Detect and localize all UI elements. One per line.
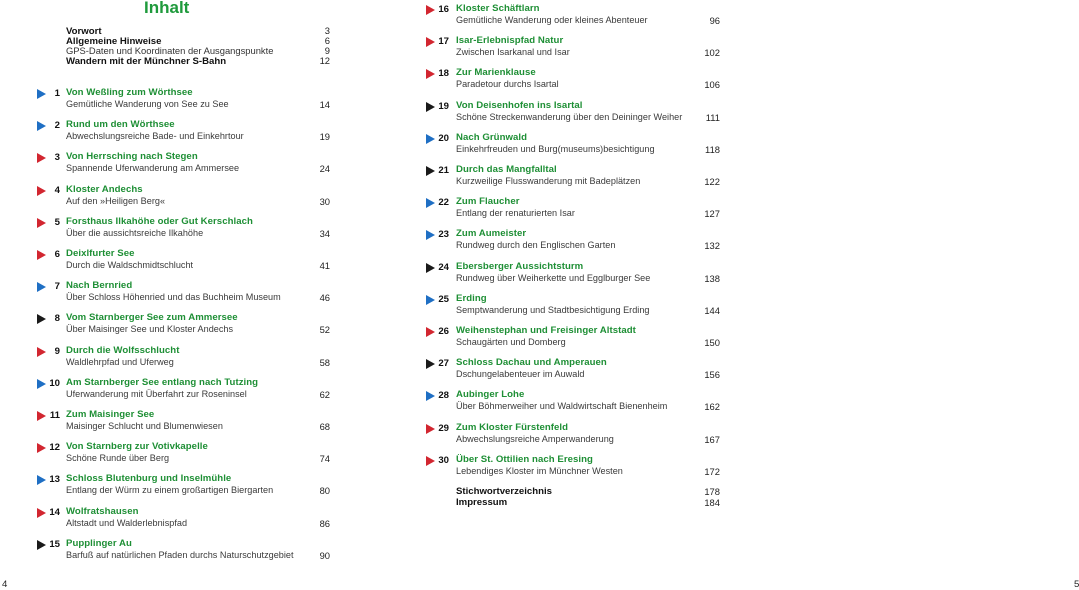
tour-page-number: 90 xyxy=(319,549,330,561)
tour-page-number: 19 xyxy=(319,131,330,143)
tour-page-number: 62 xyxy=(319,388,330,400)
tour-title: Zum Maisinger See xyxy=(66,409,155,420)
tour-title: Über St. Ottilien nach Eresing xyxy=(456,453,593,465)
tour-subtitle: Durch die Waldschmidtschlucht xyxy=(66,260,194,270)
tour-number: 7 xyxy=(54,281,60,293)
tour-page-number: 74 xyxy=(319,453,330,465)
appendix-page: 178 xyxy=(704,486,720,497)
intro-title: Wandern mit der Münchner S-Bahn xyxy=(66,56,227,67)
tour-subtitle: Entlang der Würm zu einem großartigen Biergarten xyxy=(66,485,274,496)
tour-page-number: 80 xyxy=(319,485,330,497)
tour-number: 25 xyxy=(438,293,449,305)
tour-page-number: 150 xyxy=(704,337,720,348)
toc-entry[interactable] xyxy=(360,3,720,31)
page-number-left: 4 xyxy=(2,579,8,590)
toc-entry[interactable] xyxy=(360,100,720,128)
tour-number: 16 xyxy=(438,4,449,15)
tour-title: Forsthaus Ilkahöhe oder Gut Kerschlach xyxy=(66,215,253,227)
tour-title: Von Deisenhofen ins Isartal xyxy=(456,99,583,111)
tour-page-number: 52 xyxy=(319,324,330,336)
tour-title: Von Starnberg zur Votivkapelle xyxy=(66,441,208,453)
tour-title: Schloss Dachau und Amperauen xyxy=(456,357,607,369)
tour-subtitle: Abwechslungsreiche Bade- und Einkehrtour xyxy=(66,131,244,142)
tour-number: 9 xyxy=(54,345,60,357)
appendix-page: 184 xyxy=(704,497,720,508)
tour-title: Von Herrsching nach Stegen xyxy=(66,151,198,163)
tour-number: 29 xyxy=(438,422,449,434)
tour-page-number: 127 xyxy=(704,208,720,220)
toc-entry[interactable] xyxy=(360,293,720,321)
tour-page-number: 118 xyxy=(705,143,720,155)
tour-subtitle: Maisinger Schlucht und Blumenwiesen xyxy=(66,421,223,431)
tour-number: 3 xyxy=(54,152,60,164)
tour-page-number: 41 xyxy=(319,260,330,271)
tour-number: 22 xyxy=(438,197,449,209)
tour-title: Rund um den Wörthsee xyxy=(66,119,175,131)
appendix-list xyxy=(456,486,720,508)
tour-page-number: 30 xyxy=(319,195,330,207)
right-page xyxy=(360,0,1079,590)
tour-number: 12 xyxy=(49,442,60,454)
appendix-title: Impressum xyxy=(456,497,508,508)
toc-heading: Inhalt xyxy=(144,0,190,17)
tour-title: Zum Aumeister xyxy=(456,228,527,240)
tour-subtitle: Kurzweilige Flusswanderung mit Badeplätzen xyxy=(456,176,641,186)
tour-page-number: 106 xyxy=(704,79,720,91)
tour-number: 18 xyxy=(438,68,449,80)
tour-page-number: 14 xyxy=(319,99,330,110)
tour-title: Durch das Mangfalltal xyxy=(456,164,557,175)
tour-page-number: 24 xyxy=(319,163,330,175)
tour-page-number: 138 xyxy=(704,272,720,284)
toc-entry[interactable] xyxy=(0,345,330,373)
tour-subtitle: Schaugärten und Domberg xyxy=(456,337,566,347)
page-number-right: 5 xyxy=(1074,579,1079,590)
toc-entry[interactable] xyxy=(0,216,330,244)
tour-subtitle: Rundweg durch den Englischen Garten xyxy=(456,240,616,251)
tour-number: 17 xyxy=(438,36,449,48)
tour-subtitle: Entlang der renaturierten Isar xyxy=(456,208,575,219)
tour-subtitle: Auf den »Heiligen Berg« xyxy=(66,195,166,206)
tour-subtitle: Dschungelabenteuer im Auwald xyxy=(456,369,585,380)
tour-subtitle: Altstadt und Walderlebnispfad xyxy=(66,517,188,528)
tour-number: 1 xyxy=(54,88,60,99)
toc-entry[interactable] xyxy=(0,151,330,179)
tour-page-number: 122 xyxy=(704,176,720,187)
toc-entry[interactable] xyxy=(0,506,330,534)
tour-title: Schloss Blutenburg und Inselmühle xyxy=(66,473,232,485)
tour-number: 20 xyxy=(438,132,449,144)
intro-row[interactable] xyxy=(66,35,330,45)
tour-subtitle: Einkehrfreuden und Burg(museums)besichtigung xyxy=(456,143,655,154)
tour-subtitle: Abwechslungsreiche Amperwanderung xyxy=(456,433,614,444)
tour-subtitle: Über Maisinger See und Kloster Andechs xyxy=(66,324,234,335)
intro-row[interactable] xyxy=(66,55,330,65)
tour-title: Pupplinger Au xyxy=(66,537,132,549)
tour-number: 23 xyxy=(438,229,449,241)
appendix-row[interactable] xyxy=(456,486,720,497)
tour-subtitle: Lebendiges Kloster im Münchner Westen xyxy=(456,465,623,476)
tour-title: Aubinger Lohe xyxy=(456,389,525,401)
toc-entry[interactable] xyxy=(360,325,720,353)
tour-page-number: 162 xyxy=(704,401,720,413)
tour-number: 24 xyxy=(438,261,449,273)
toc-entry[interactable] xyxy=(0,248,330,276)
tour-page-number: 86 xyxy=(319,517,330,529)
tour-page-number: 96 xyxy=(709,15,720,26)
tour-subtitle: Uferwanderung mit Überfahrt zur Roseninsel xyxy=(66,388,247,399)
intro-title: Vorwort xyxy=(66,26,102,37)
intro-page: 6 xyxy=(324,35,330,46)
intro-title: GPS-Daten und Koordinaten der Ausgangspunkte xyxy=(66,45,274,56)
tour-title: Nach Bernried xyxy=(66,280,133,292)
toc-entry[interactable] xyxy=(360,422,720,450)
tour-number: 21 xyxy=(438,165,449,176)
left-page xyxy=(0,0,360,590)
tour-title: Erding xyxy=(456,292,487,304)
tour-number: 27 xyxy=(438,358,449,370)
tour-subtitle: Über Schloss Höhenried und das Buchheim Museum xyxy=(66,292,281,303)
toc-entry[interactable] xyxy=(360,261,720,289)
tour-number: 5 xyxy=(54,216,60,228)
tour-title: Kloster Andechs xyxy=(66,183,143,195)
tour-subtitle: Rundweg über Weiherkette und Egglburger See xyxy=(456,272,651,283)
tour-subtitle: Über die aussichtsreiche Ilkahöhe xyxy=(66,227,204,238)
tour-title: Zum Kloster Fürstenfeld xyxy=(456,421,569,433)
tour-number: 11 xyxy=(49,410,60,421)
tour-page-number: 46 xyxy=(319,292,330,304)
toc-entry[interactable] xyxy=(360,454,720,482)
toc-entry[interactable] xyxy=(0,409,330,437)
tour-title: Vom Starnberger See zum Ammersee xyxy=(66,312,238,324)
tour-subtitle: Paradetour durchs Isartal xyxy=(456,79,559,90)
appendix-row[interactable] xyxy=(456,497,720,508)
tour-title: Ebersberger Aussichtsturm xyxy=(456,260,584,272)
tour-title: Isar-Erlebnispfad Natur xyxy=(456,35,564,47)
tour-title: Deixlfurter See xyxy=(66,248,135,259)
toc-entry[interactable] xyxy=(0,473,330,501)
tour-subtitle: Schöne Streckenwanderung über den Deininger Weiher xyxy=(456,111,683,122)
tour-title: Nach Grünwald xyxy=(456,131,528,143)
tour-subtitle: Semptwanderung und Stadtbesichtigung Erding xyxy=(456,304,650,315)
tour-page-number: 68 xyxy=(319,421,330,432)
tour-page-number: 111 xyxy=(705,111,720,123)
tour-subtitle: Zwischen Isarkanal und Isar xyxy=(456,47,570,58)
tour-number: 30 xyxy=(438,454,449,466)
tour-page-number: 102 xyxy=(704,47,720,59)
tour-subtitle: Über Böhmerweiher und Waldwirtschaft Bienenheim xyxy=(456,401,668,412)
toc-entry[interactable] xyxy=(360,196,720,224)
toc-entry[interactable] xyxy=(0,87,330,115)
tour-page-number: 144 xyxy=(704,304,720,316)
tour-number: 8 xyxy=(54,313,60,325)
tour-title: Durch die Wolfsschlucht xyxy=(66,344,180,356)
intro-page: 12 xyxy=(319,55,330,66)
toc-entry[interactable] xyxy=(360,67,720,95)
tour-subtitle: Waldlehrpfad und Uferweg xyxy=(66,356,174,367)
tour-page-number: 172 xyxy=(704,465,720,477)
tour-page-number: 156 xyxy=(704,369,720,381)
toc-entry[interactable] xyxy=(360,357,720,385)
tour-title: Von Weßling zum Wörthsee xyxy=(66,87,193,98)
intro-page: 3 xyxy=(324,25,330,36)
intro-page: 9 xyxy=(324,45,330,56)
tour-subtitle: Gemütliche Wanderung oder kleines Abenteuer xyxy=(456,15,648,25)
tour-number: 4 xyxy=(54,184,60,196)
tour-number: 6 xyxy=(54,249,60,260)
tour-number: 10 xyxy=(49,377,60,389)
toc-entry[interactable] xyxy=(360,228,720,256)
tour-number: 13 xyxy=(49,474,60,486)
tour-page-number: 34 xyxy=(319,227,330,239)
tour-number: 26 xyxy=(438,326,449,337)
tour-number: 2 xyxy=(54,120,60,132)
toc-entry[interactable] xyxy=(360,132,720,160)
tour-page-number: 132 xyxy=(704,240,720,252)
intro-row[interactable] xyxy=(66,45,330,55)
toc-entry[interactable] xyxy=(0,538,330,566)
intro-row[interactable] xyxy=(66,25,330,35)
tour-subtitle: Barfuß auf natürlichen Pfaden durchs Naturschutzgebiet xyxy=(66,549,294,560)
toc-entry[interactable] xyxy=(360,164,720,192)
tour-title: Weihenstephan und Freisinger Altstadt xyxy=(456,325,636,336)
tour-title: Am Starnberger See entlang nach Tutzing xyxy=(66,376,259,388)
tour-title: Kloster Schäftlarn xyxy=(456,3,540,14)
tour-title: Zur Marienklause xyxy=(456,67,536,79)
toc-entry[interactable] xyxy=(0,312,330,340)
toc-entry[interactable] xyxy=(360,35,720,63)
toc-entry[interactable] xyxy=(0,377,330,405)
tour-subtitle: Gemütliche Wanderung von See zu See xyxy=(66,99,229,109)
tour-title: Wolfratshausen xyxy=(66,505,139,517)
toc-entry[interactable] xyxy=(0,441,330,469)
toc-entry[interactable] xyxy=(0,280,330,308)
intro-list xyxy=(66,25,330,65)
tour-number: 19 xyxy=(438,100,449,112)
toc-entry[interactable] xyxy=(0,119,330,147)
tour-subtitle: Schöne Runde über Berg xyxy=(66,453,170,464)
tour-number: 15 xyxy=(49,538,60,550)
tour-page-number: 58 xyxy=(319,356,330,368)
intro-title: Allgemeine Hinweise xyxy=(66,36,162,47)
toc-entry[interactable] xyxy=(0,184,330,212)
tour-title: Zum Flaucher xyxy=(456,196,520,208)
appendix-title: Stichwortverzeichnis xyxy=(456,486,552,497)
tour-subtitle: Spannende Uferwanderung am Ammersee xyxy=(66,163,240,174)
tour-number: 28 xyxy=(438,390,449,402)
tour-number: 14 xyxy=(49,506,60,518)
tour-page-number: 167 xyxy=(704,433,720,445)
toc-entry[interactable] xyxy=(360,389,720,417)
